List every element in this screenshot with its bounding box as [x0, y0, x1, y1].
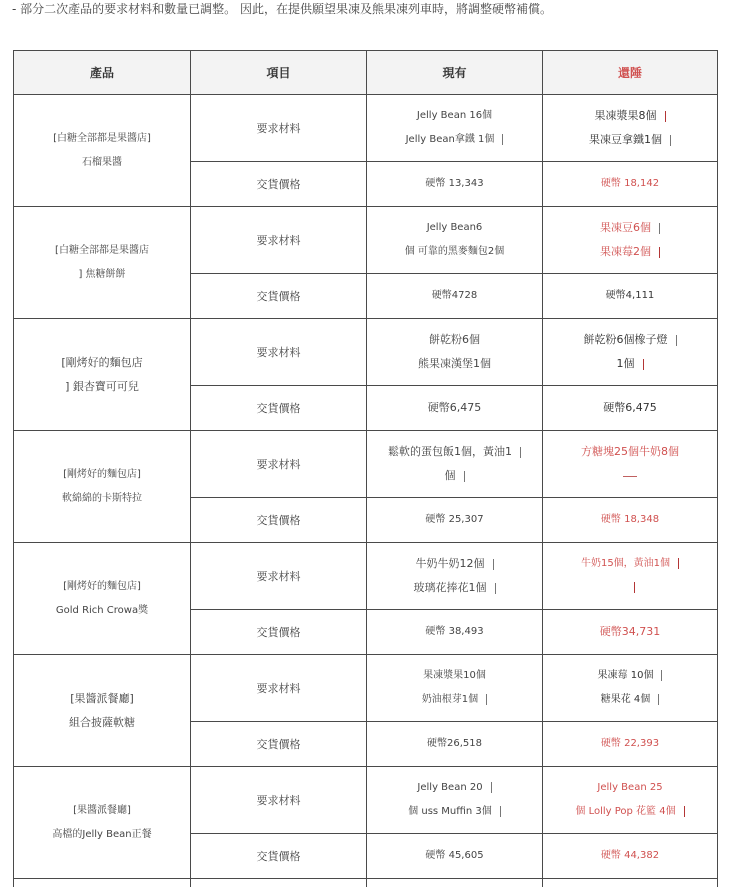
- material-line: 果凍豆拿鐵1個: [589, 133, 662, 146]
- product-name: Gold Rich Crowa獎: [20, 599, 184, 623]
- replacement-price: 硬幣4,111: [543, 274, 718, 319]
- material-line: 1個: [617, 357, 635, 370]
- replacement-materials: [543, 319, 718, 386]
- material-line: Jelly Bean 20: [417, 782, 482, 793]
- material-line: 個 可靠的黑麥麵包2個: [373, 240, 536, 264]
- item-label-price: 交貨價格: [191, 834, 367, 879]
- edit-mark: [658, 694, 659, 705]
- current-price: 硬幣6,475: [367, 386, 543, 431]
- current-materials: [367, 207, 543, 274]
- table-row: [14, 879, 718, 887]
- replacement-materials: [543, 543, 718, 610]
- product-cell: [14, 543, 191, 655]
- item-label-materials: 要求材料: [191, 95, 367, 162]
- current-price: 硬幣 25,307: [367, 498, 543, 543]
- header-replacement: 還陲: [543, 51, 718, 95]
- table-row: [14, 95, 718, 162]
- item-label-price: 交貨價格: [191, 274, 367, 319]
- item-cell: [191, 879, 367, 887]
- shop-name: [白糖全部都是果醬店]: [20, 127, 184, 151]
- current-price: 硬幣26,518: [367, 722, 543, 767]
- current-price: 硬幣4728: [367, 274, 543, 319]
- header-product: 產品: [14, 51, 191, 95]
- replacement-materials: [543, 95, 718, 162]
- shop-name: [剛烤好的麵包店]: [20, 575, 184, 599]
- current-materials: [367, 319, 543, 386]
- header-item: 項目: [191, 51, 367, 95]
- product-cell: [14, 207, 191, 319]
- product-cell: [14, 95, 191, 207]
- shop-name: [果醬派餐廳]: [20, 799, 184, 823]
- table-row: [14, 655, 718, 722]
- shop-name: [白糖全部都是果醬店: [20, 239, 184, 263]
- material-line: 方糖塊25個牛奶8個: [549, 440, 711, 464]
- table-row: [14, 207, 718, 274]
- replacement-price: 硬幣 22,393: [543, 722, 718, 767]
- product-name: 組合披薩軟糖: [20, 711, 184, 735]
- current-cell: [367, 879, 543, 887]
- edit-mark: [684, 806, 685, 817]
- material-line: 糖果花 4個: [601, 694, 651, 705]
- product-name: ] 銀杏寶可可兒: [20, 375, 184, 399]
- product-cell: [14, 655, 191, 767]
- header-current: 現有: [367, 51, 543, 95]
- item-label-materials: 要求材料: [191, 767, 367, 834]
- replacement-cell: [543, 879, 718, 887]
- edit-mark: [678, 558, 679, 569]
- material-line: 奶油根芽1個: [422, 694, 478, 705]
- material-line: 餅乾粉6個橡子燈: [584, 333, 668, 346]
- edit-mark: [643, 359, 644, 370]
- item-label-materials: 要求材料: [191, 655, 367, 722]
- edit-mark: [670, 135, 671, 146]
- compensation-table: [13, 50, 718, 887]
- edit-mark: [623, 476, 637, 477]
- table-row: [14, 767, 718, 834]
- product-name: 軟綿綿的卡斯特拉: [20, 487, 184, 511]
- edit-mark: [676, 335, 677, 346]
- table-row: [14, 431, 718, 498]
- table-header-row: [14, 51, 718, 95]
- replacement-materials: [543, 431, 718, 498]
- edit-mark: [665, 111, 666, 122]
- material-line: 果凍莓2個: [600, 245, 651, 258]
- material-line: Jelly Bean 16個: [373, 104, 536, 128]
- item-label-materials: 要求材料: [191, 543, 367, 610]
- notice-text: - 部分二次產品的要求材料和數量已調整。 因此，在提供願望果凍及熊果凍列車時，將調整硬幣補償。: [12, 0, 747, 18]
- edit-mark: [659, 223, 660, 234]
- edit-mark: [493, 559, 494, 570]
- table-row: [14, 319, 718, 386]
- edit-mark: [634, 582, 635, 593]
- product-cell: [14, 319, 191, 431]
- edit-mark: [495, 583, 496, 594]
- material-line: 玻璃花捧花1個: [414, 581, 487, 594]
- replacement-price: 硬幣 44,382: [543, 834, 718, 879]
- current-price: 硬幣 13,343: [367, 162, 543, 207]
- edit-mark: [520, 447, 521, 458]
- material-line: 個 Lolly Pop 花籃 4個: [575, 806, 675, 817]
- item-label-price: 交貨價格: [191, 610, 367, 655]
- shop-name: [剛烤好的麵包店]: [20, 463, 184, 487]
- material-line: 鬆軟的蛋包飯1個，黃油1: [388, 445, 512, 458]
- replacement-materials: [543, 655, 718, 722]
- material-line: 個 uss Muffin 3個: [408, 806, 492, 817]
- current-materials: [367, 767, 543, 834]
- edit-mark: [659, 247, 660, 258]
- item-label-materials: 要求材料: [191, 207, 367, 274]
- current-price: 硬幣 45,605: [367, 834, 543, 879]
- edit-mark: [464, 471, 465, 482]
- product-name: ] 焦糖餅餅: [20, 263, 184, 287]
- material-line: 餅乾粉6個: [373, 328, 536, 352]
- replacement-price: 硬幣 18,348: [543, 498, 718, 543]
- item-label-price: 交貨價格: [191, 722, 367, 767]
- current-materials: [367, 543, 543, 610]
- current-price: 硬幣 38,493: [367, 610, 543, 655]
- shop-name: [剛烤好的麵包店: [20, 351, 184, 375]
- current-materials: [367, 431, 543, 498]
- product-name: 高檔的Jelly Bean正餐: [20, 823, 184, 847]
- material-line: Jelly Bean拿鐵 1個: [406, 134, 495, 145]
- product-cell: [14, 767, 191, 879]
- shop-name: [果醬派餐廳]: [20, 687, 184, 711]
- material-line: 果凍漿果8個: [595, 109, 657, 122]
- current-materials: [367, 655, 543, 722]
- item-label-price: 交貨價格: [191, 498, 367, 543]
- product-cell: [14, 879, 191, 887]
- edit-mark: [486, 694, 487, 705]
- material-line: Jelly Bean6: [373, 216, 536, 240]
- replacement-price: 硬幣34,731: [543, 610, 718, 655]
- product-cell: [14, 431, 191, 543]
- edit-mark: [500, 806, 501, 817]
- item-label-materials: 要求材料: [191, 431, 367, 498]
- edit-mark: [502, 134, 503, 145]
- replacement-price: 硬幣6,475: [543, 386, 718, 431]
- replacement-price: 硬幣 18,142: [543, 162, 718, 207]
- item-label-price: 交貨價格: [191, 162, 367, 207]
- current-materials: [367, 95, 543, 162]
- replacement-materials: [543, 767, 718, 834]
- material-line: 果凍漿果10個: [373, 664, 536, 688]
- product-name: 石榴果醬: [20, 151, 184, 175]
- edit-mark: [661, 670, 662, 681]
- material-line: Jelly Bean 25: [549, 776, 711, 800]
- material-line: 果凍豆6個: [600, 221, 651, 234]
- material-line: 牛奶牛奶12個: [416, 557, 485, 570]
- item-label-price: 交貨價格: [191, 386, 367, 431]
- edit-mark: [491, 782, 492, 793]
- table-row: [14, 543, 718, 610]
- replacement-materials: [543, 207, 718, 274]
- material-line: 熊果凍漢堡1個: [373, 352, 536, 376]
- material-line: 個: [445, 469, 456, 482]
- material-line: 果凍莓 10個: [598, 670, 654, 681]
- material-line: 牛奶15個，黃油1個: [581, 558, 670, 569]
- item-label-materials: 要求材料: [191, 319, 367, 386]
